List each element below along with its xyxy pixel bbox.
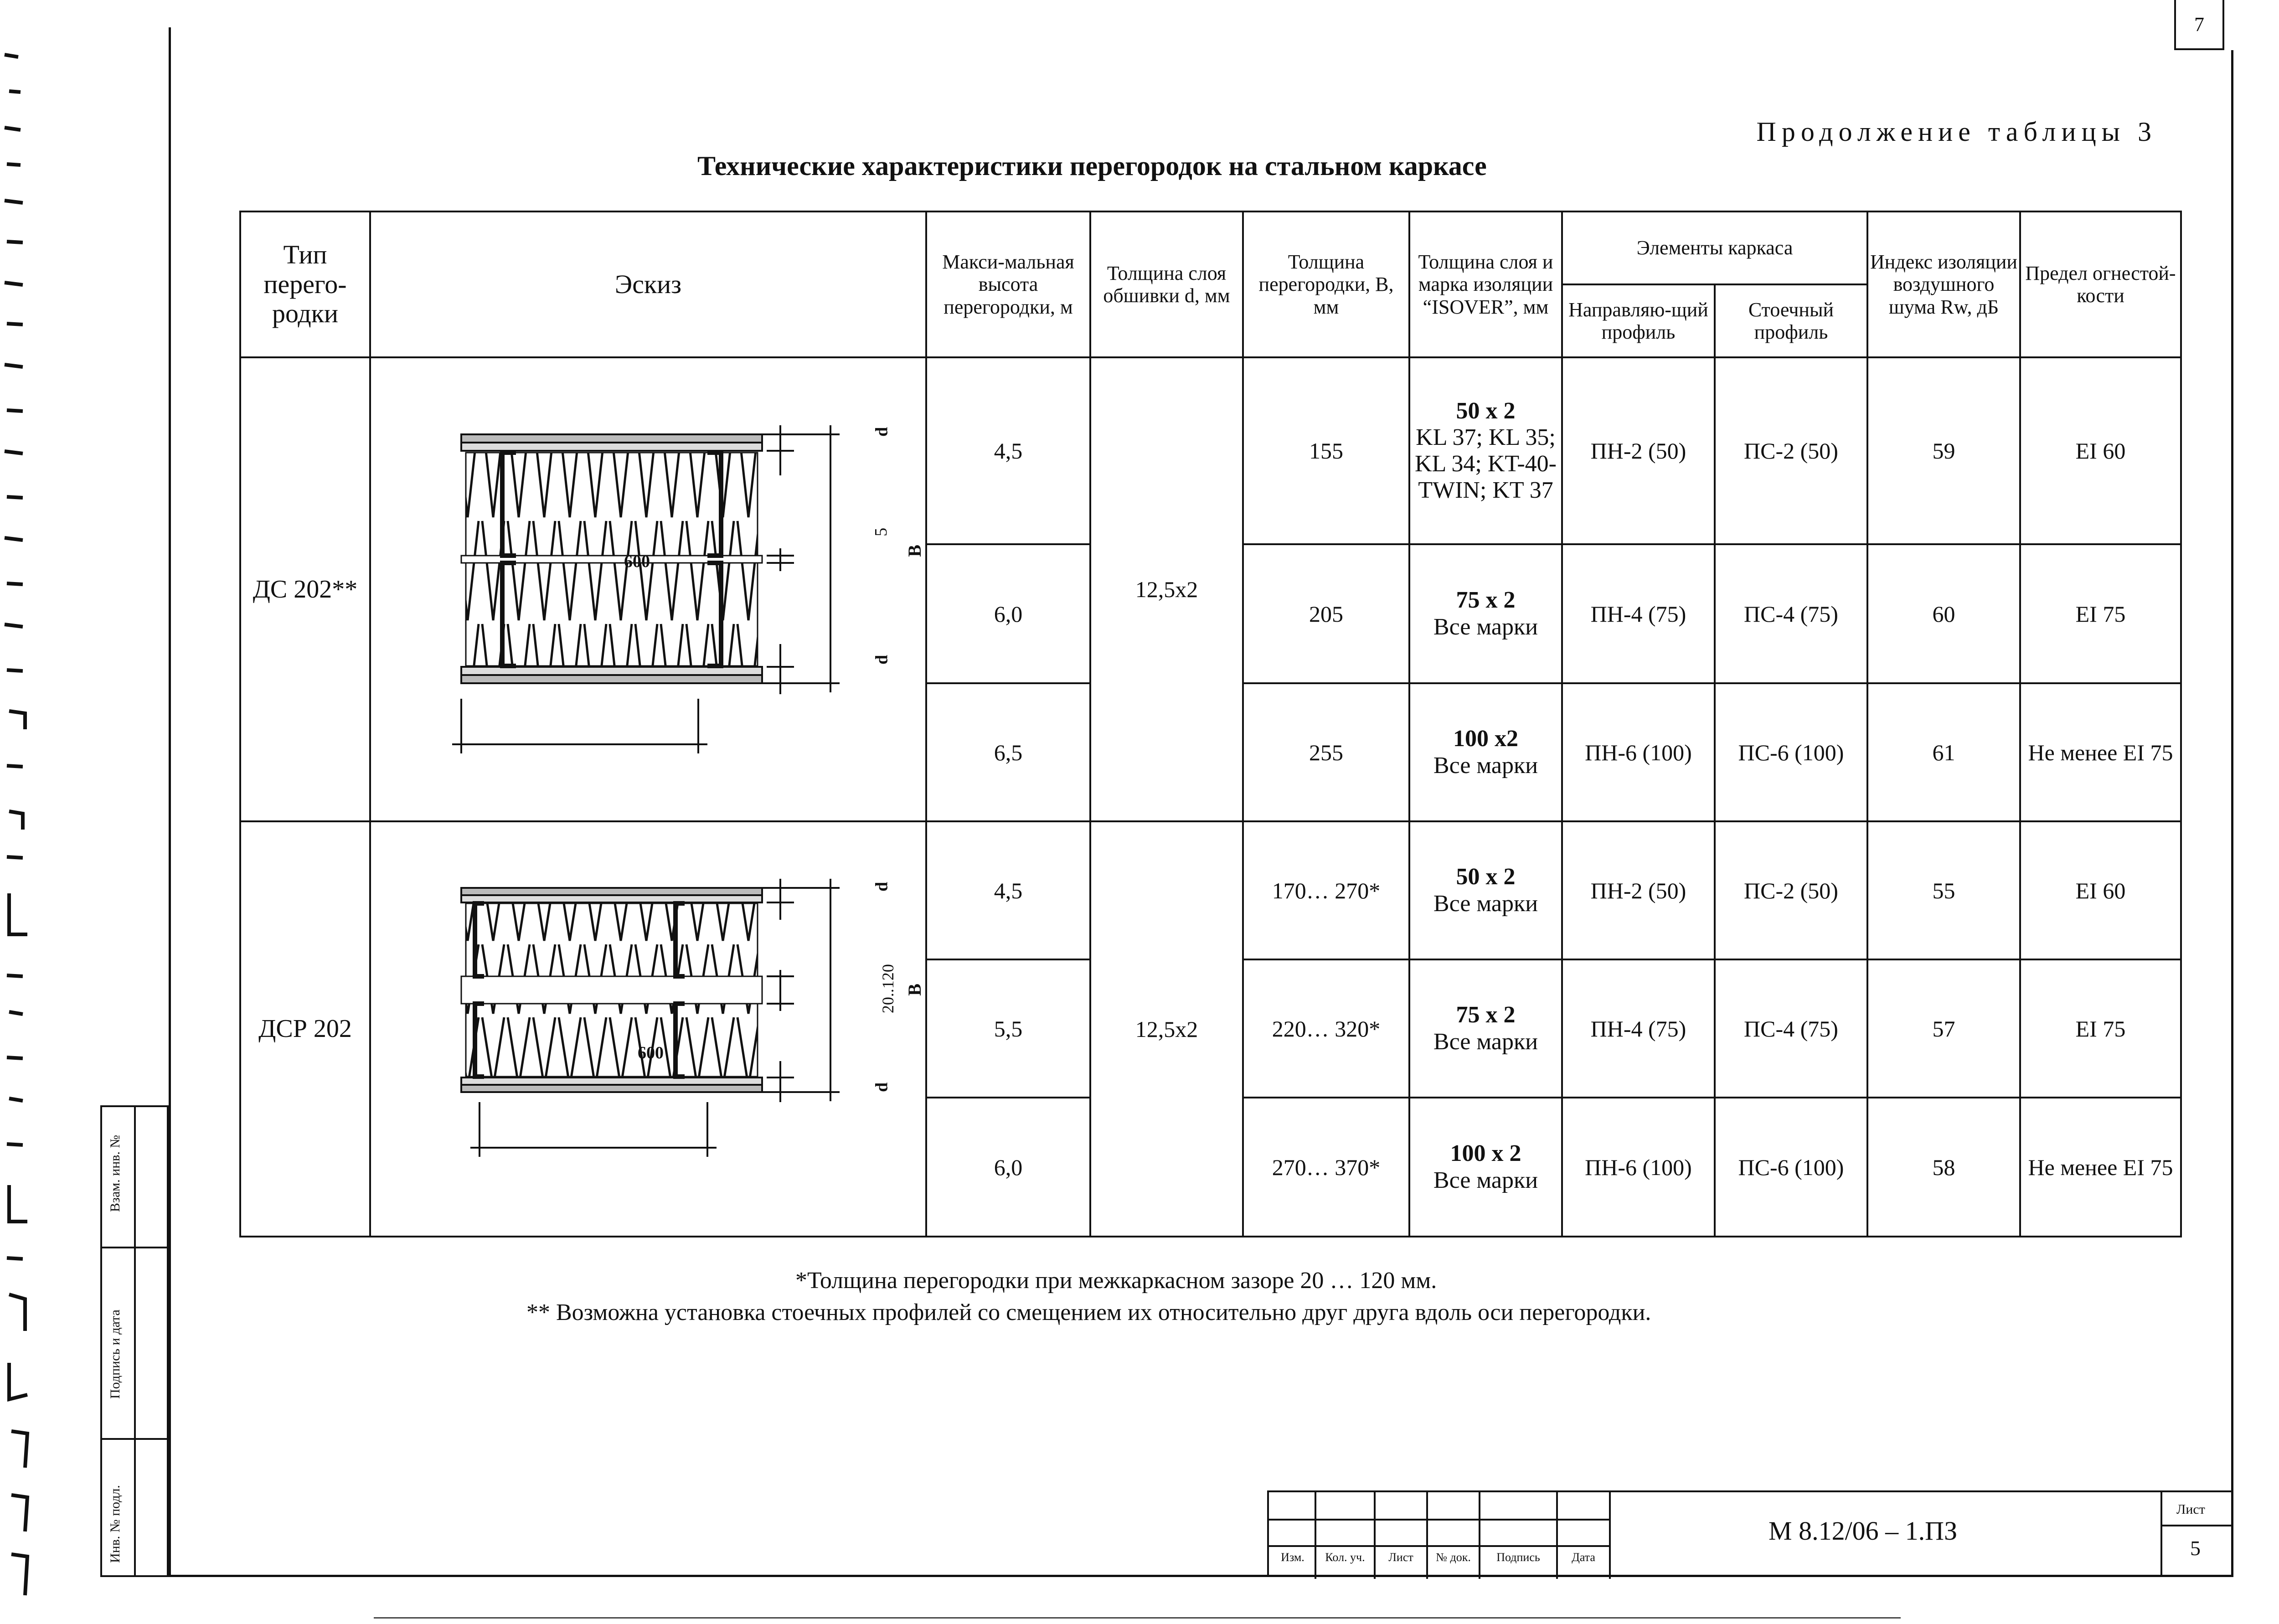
cell-noise: 58 <box>1867 1098 2020 1237</box>
tb-col-sign: Подпись <box>1496 1551 1540 1564</box>
top-sheet-number: 7 <box>2174 0 2224 50</box>
sketch-dim-gap: 20..120 <box>878 964 897 1014</box>
tb-line <box>1556 1492 1558 1579</box>
document-code: М 8.12/06 – 1.ПЗ <box>1769 1516 1958 1546</box>
cell-thickness: 220… 320* <box>1243 959 1409 1098</box>
tb-sheet-number: 5 <box>2190 1536 2201 1560</box>
cell-stud: ПС-4 (75) <box>1715 544 1867 683</box>
tb-line <box>1426 1492 1428 1579</box>
cell-fire: EI 75 <box>2020 959 2181 1098</box>
tb-line <box>1609 1490 2231 1492</box>
cell-height: 5,5 <box>926 959 1090 1098</box>
frame-bottom-shadow <box>374 1617 1901 1619</box>
tb-line <box>1315 1492 1316 1579</box>
cell-stud: ПС-6 (100) <box>1715 1098 1867 1237</box>
cell-guide: ПН-2 (50) <box>1562 357 1715 544</box>
cell-fire: EI 75 <box>2020 544 2181 683</box>
header-sketch: Эскиз <box>370 211 926 357</box>
table-row <box>240 357 2181 544</box>
cell-fire: EI 60 <box>2020 357 2181 544</box>
cell-insulation <box>1409 959 1562 1098</box>
tb-col-date: Дата <box>1572 1551 1595 1564</box>
sketch-dim-d-top: d <box>872 427 892 437</box>
insulation-size: 50 х 2 <box>1456 397 1516 424</box>
sketch-ds202 <box>370 357 926 821</box>
tb-col-qty: Кол. уч. <box>1325 1551 1365 1564</box>
insulation-brands: Все марки <box>1433 1167 1538 1193</box>
header-noise: Индекс изоляции воздушного шума Rw, дБ <box>1867 211 2020 357</box>
tb-line <box>2160 1490 2162 1577</box>
header-type: Тип перего-родки <box>240 211 370 357</box>
tb-line <box>1269 1519 1611 1521</box>
insulation-brands: Все марки <box>1433 890 1538 917</box>
insulation-size: 75 х 2 <box>1456 587 1516 614</box>
cell-noise: 57 <box>1867 959 2020 1098</box>
cell-stud: ПС-2 (50) <box>1715 357 1867 544</box>
header-insulation: Толщина слоя и марка изоляции “ISOVER”, мм <box>1409 211 1562 357</box>
table-row <box>240 821 2181 959</box>
cell-thickness: 270… 370* <box>1243 1098 1409 1237</box>
cell-noise: 61 <box>1867 683 2020 821</box>
tb-col-sheet: Лист <box>1388 1551 1413 1564</box>
tb-col-change: Изм. <box>1281 1551 1304 1564</box>
cell-stud: ПС-6 (100) <box>1715 683 1867 821</box>
cell-thickness: 155 <box>1243 357 1409 544</box>
cell-guide: ПН-2 (50) <box>1562 821 1715 959</box>
tb-line <box>1374 1492 1376 1579</box>
tb-sheet-label: Лист <box>2176 1502 2205 1517</box>
cell-fire: Не менее EI 75 <box>2020 1098 2181 1237</box>
tb-line <box>1609 1492 1611 1579</box>
partition-type: ДС 202** <box>240 357 370 821</box>
insulation-brands: KL 37; KL 35; KL 34; KT-40-TWIN; KT 37 <box>1414 424 1557 504</box>
footnote-studs: ** Возможна установка стоечных профилей со смещением их относительно друг друга вдоль оси перегородки. <box>526 1299 1651 1325</box>
cell-noise: 55 <box>1867 821 2020 959</box>
sketch-dim-width: 600 <box>624 552 650 571</box>
footnote-thickness: *Толщина перегородки при межкаркасном зазоре 20 … 120 мм. <box>795 1268 1437 1294</box>
cell-height: 6,5 <box>926 683 1090 821</box>
header-row-1 <box>240 211 2181 284</box>
side-label-inv-replace: Взам. инв. № <box>108 1134 123 1212</box>
header-thickness: Толщина перегородки, B, мм <box>1243 211 1409 357</box>
cell-noise: 59 <box>1867 357 2020 544</box>
cell-thickness: 205 <box>1243 544 1409 683</box>
title-block-grid <box>1267 1490 1609 1577</box>
cell-height: 6,0 <box>926 544 1090 683</box>
partition-spec-table <box>239 211 2182 1237</box>
insulation-size: 100 х 2 <box>1450 1140 1521 1167</box>
header-frame: Элементы каркаса <box>1562 211 1867 284</box>
cell-thickness: 170… 270* <box>1243 821 1409 959</box>
cell-thickness: 255 <box>1243 683 1409 821</box>
title-block <box>1267 1490 2231 1577</box>
tb-line <box>1269 1545 1611 1547</box>
header-fire: Предел огнестой-кости <box>2020 211 2181 357</box>
sketch-dim-d-bottom: d <box>872 1082 892 1092</box>
cell-stud: ПС-4 (75) <box>1715 959 1867 1098</box>
cell-insulation <box>1409 821 1562 959</box>
side-label-inv-orig: Инв. № подл. <box>108 1485 123 1563</box>
header-guide: Направляю-щий профиль <box>1562 284 1715 357</box>
frame-right-border <box>2231 50 2233 1577</box>
cell-insulation <box>1409 1098 1562 1237</box>
tb-line <box>1479 1492 1480 1579</box>
sketch-ds202-drawing <box>429 416 867 763</box>
sketch-dim-d-bottom: d <box>872 655 892 665</box>
cell-guide: ПН-6 (100) <box>1562 683 1715 821</box>
cell-insulation <box>1409 683 1562 821</box>
continuation-label: Продолжение таблицы 3 <box>1756 117 2157 147</box>
header-max-height: Макси-мальная высота перегородки, м <box>926 211 1090 357</box>
sketch-dim-width: 600 <box>638 1043 664 1062</box>
cell-stud: ПС-2 (50) <box>1715 821 1867 959</box>
frame-left-border <box>169 27 171 1577</box>
cell-sheath: 12,5х2 <box>1090 821 1243 1237</box>
cell-insulation <box>1409 544 1562 683</box>
cell-height: 4,5 <box>926 821 1090 959</box>
header-stud: Стоечный профиль <box>1715 284 1867 357</box>
cell-noise: 60 <box>1867 544 2020 683</box>
sketch-dim-b: B <box>904 984 925 996</box>
side-label-sign-date: Подпись и дата <box>108 1310 123 1399</box>
cell-sheath: 12,5х2 <box>1090 357 1243 821</box>
cell-guide: ПН-6 (100) <box>1562 1098 1715 1237</box>
cell-fire: Не менее EI 75 <box>2020 683 2181 821</box>
binding-marks <box>0 27 46 1614</box>
cell-height: 6,0 <box>926 1098 1090 1237</box>
tb-col-doc: № док. <box>1436 1551 1471 1564</box>
sketch-dim-gap: 5 <box>871 527 891 536</box>
sketch-dsr202 <box>370 821 926 1237</box>
insulation-size: 50 х 2 <box>1456 864 1516 890</box>
header-sheath: Толщина слоя обшивки d, мм <box>1090 211 1243 357</box>
sketch-dim-b: B <box>904 545 925 557</box>
cell-fire: EI 60 <box>2020 821 2181 959</box>
sketch-dim-d-top: d <box>872 882 892 892</box>
tb-line <box>2160 1525 2231 1526</box>
side-stamp <box>100 1105 169 1577</box>
page-title: Технические характеристики перегородок на стальном каркасе <box>697 151 1487 181</box>
insulation-size: 75 х 2 <box>1456 1002 1516 1028</box>
insulation-brands: Все марки <box>1433 752 1538 778</box>
cell-insulation <box>1409 357 1562 544</box>
insulation-size: 100 х2 <box>1453 726 1518 752</box>
partition-type: ДСР 202 <box>240 821 370 1237</box>
insulation-brands: Все марки <box>1433 614 1538 640</box>
cell-guide: ПН-4 (75) <box>1562 959 1715 1098</box>
sketch-dsr202-drawing <box>429 870 867 1189</box>
cell-guide: ПН-4 (75) <box>1562 544 1715 683</box>
cell-height: 4,5 <box>926 357 1090 544</box>
insulation-brands: Все марки <box>1433 1028 1538 1055</box>
